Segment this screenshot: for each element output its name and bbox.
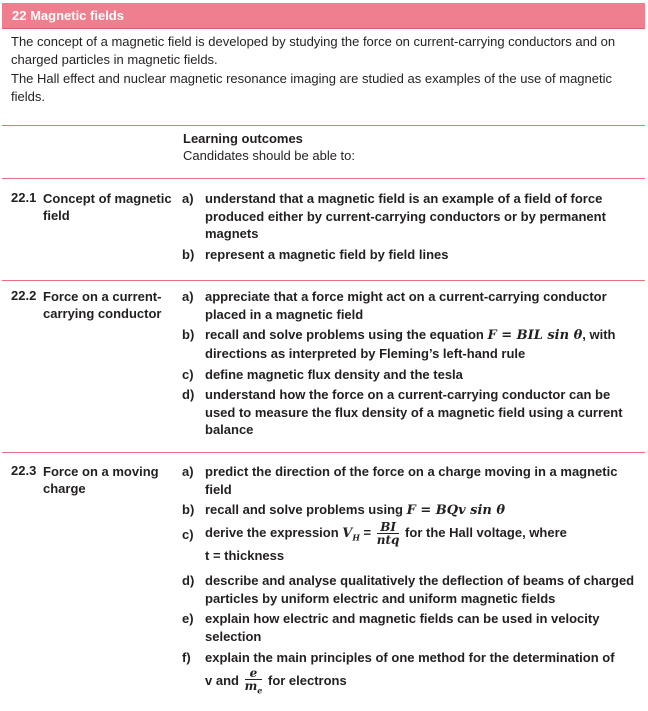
outcome-text: predict the direction of the force on a charge moving in a magnetic field bbox=[205, 464, 618, 497]
outcome-letter: b) bbox=[182, 502, 195, 517]
topic-number: 22.3 bbox=[11, 463, 37, 478]
outcome-text: understand that a magnetic field is an example of a field of force produced either by current-carrying conductors or by permanent magnets bbox=[205, 191, 606, 241]
outcome-text: describe and analyse qualitatively the deflection of beams of charged particles by uniform electric and uniform magnetic fields bbox=[205, 573, 635, 606]
topic-number: 22.2 bbox=[11, 288, 37, 303]
outcome-letter: a) bbox=[182, 464, 194, 479]
divider bbox=[2, 178, 645, 179]
hall-voltage-symbol bbox=[342, 526, 360, 541]
fraction-numerator: e bbox=[245, 667, 263, 680]
outcome-letter: d) bbox=[182, 387, 195, 402]
text-fragment: recall and solve problems using bbox=[205, 502, 407, 517]
topic-number: 22.1 bbox=[11, 190, 37, 205]
charge-mass-fraction bbox=[245, 667, 263, 696]
outcome-text: represent a magnetic field by field lines bbox=[205, 247, 449, 262]
text-fragment: recall and solve problems using the equation bbox=[205, 327, 488, 342]
text-fragment: for the Hall voltage, where bbox=[401, 524, 567, 540]
equation-symbol: m bbox=[244, 678, 258, 693]
outcome-letter: a) bbox=[182, 191, 194, 206]
learning-outcomes-subheading: Candidates should be able to: bbox=[183, 148, 356, 163]
outcome-letter: b) bbox=[182, 247, 195, 262]
outcome-letter: c) bbox=[182, 527, 194, 542]
outcome-text bbox=[205, 326, 635, 362]
intro-paragraph-2: The Hall effect and nuclear magnetic resonance imaging are studied as examples of the use of magnetic fields. bbox=[11, 71, 612, 104]
equation: F = BIL sin θ bbox=[487, 328, 583, 343]
outcome-letter: e) bbox=[182, 611, 194, 626]
equation-subscript: H bbox=[352, 532, 360, 543]
intro-paragraph-1: The concept of a magnetic field is developed by studying the force on current-carrying conductors and on charged particles in magnetic fields. bbox=[11, 34, 616, 67]
fraction-denominator bbox=[245, 680, 263, 696]
text-fragment: t = thickness bbox=[205, 548, 285, 564]
text-fragment: , with directions as interpreted by Fleming’s left-hand rule bbox=[205, 327, 616, 361]
text-fragment: derive the expression bbox=[205, 524, 343, 540]
outcome-text: appreciate that a force might act on a current-carrying conductor placed in a magnetic field bbox=[205, 289, 607, 322]
equation-subscript: e bbox=[257, 684, 263, 695]
section-title: 22 Magnetic fields bbox=[12, 8, 124, 23]
topic-title: Force on a current-carrying conductor bbox=[43, 289, 162, 321]
topic-title: Concept of magnetic field bbox=[43, 191, 172, 223]
outcome-letter: c) bbox=[182, 367, 194, 382]
divider bbox=[2, 125, 645, 126]
equation: F = BQv sin θ bbox=[406, 503, 506, 518]
outcome-letter: d) bbox=[182, 573, 195, 588]
outcome-text: explain how electric and magnetic fields can be used in velocity selection bbox=[205, 611, 600, 644]
topic-title: Force on a moving charge bbox=[43, 464, 159, 496]
outcome-letter: a) bbox=[182, 289, 194, 304]
text-fragment: explain the main principles of one method for the determination of bbox=[205, 650, 615, 665]
outcome-text: define magnetic flux density and the tesla bbox=[205, 367, 463, 382]
outcome-text: understand how the force on a current-carrying conductor can be used to measure the flux density of a magnetic field using a current balance bbox=[205, 387, 623, 437]
outcome-text: derive the expression $V_H$ = $\frac{BI}{\text{ntq}}$ for the Hall voltage, where t = thickness bbox=[205, 520, 567, 564]
hall-voltage-fraction bbox=[377, 521, 400, 546]
divider bbox=[2, 452, 645, 453]
learning-outcomes-heading: Learning outcomes bbox=[183, 131, 303, 146]
fraction-denominator: ntq bbox=[376, 533, 400, 547]
text-fragment: v and bbox=[205, 672, 243, 688]
divider bbox=[2, 280, 645, 281]
outcome-letter: f) bbox=[182, 650, 191, 665]
text-fragment: for electrons bbox=[264, 672, 347, 688]
outcome-text bbox=[205, 501, 635, 520]
outcome-text bbox=[205, 649, 635, 696]
section-header bbox=[2, 3, 645, 29]
outcome-letter: b) bbox=[182, 327, 195, 342]
fraction-numerator: BI bbox=[377, 521, 400, 534]
equation-symbol: V bbox=[342, 525, 353, 541]
